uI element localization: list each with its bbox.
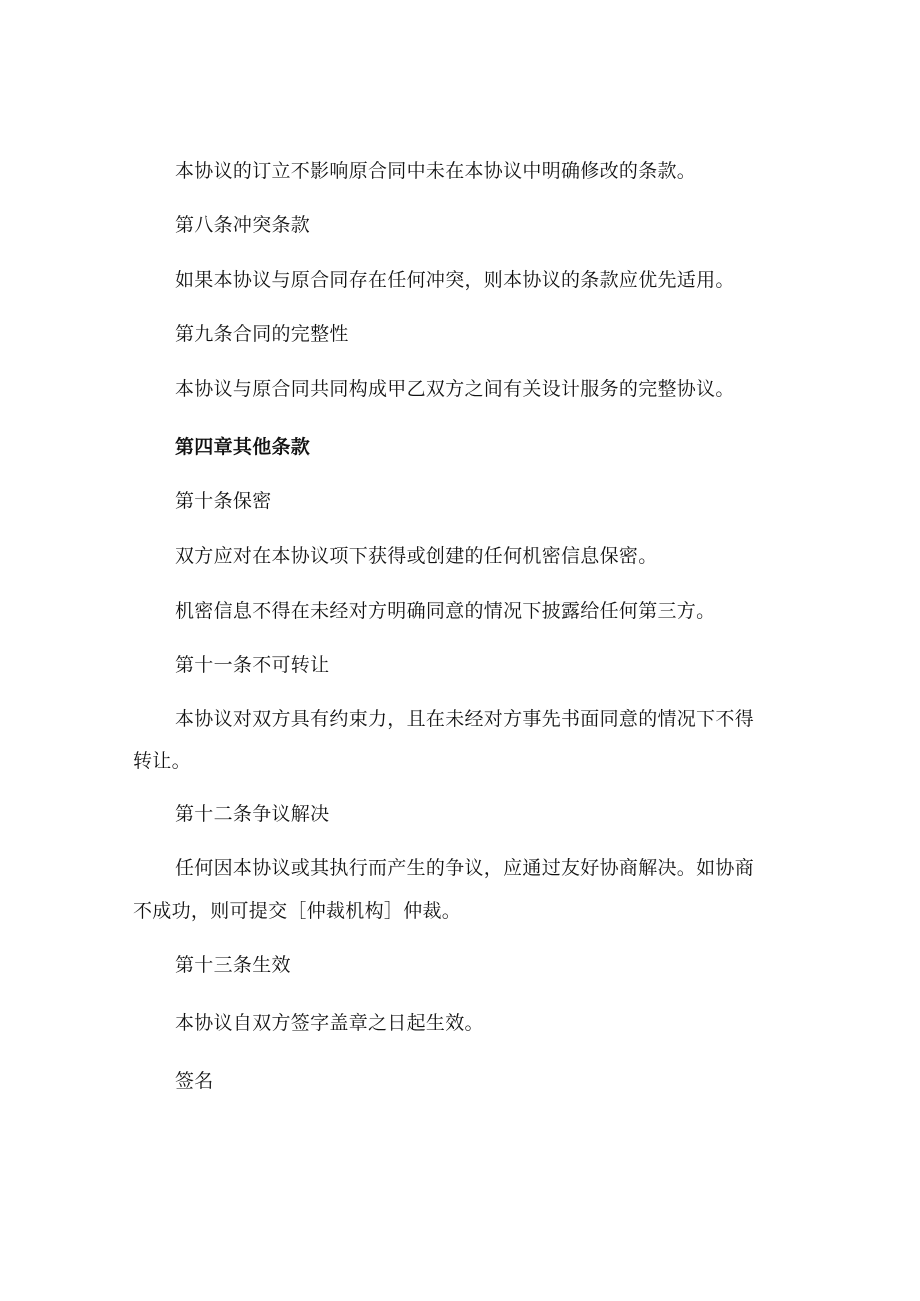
paragraph-entire-agreement: 本协议与原合同共同构成甲乙双方之间有关设计服务的完整协议。 (175, 378, 735, 400)
signature-label: 签名 (175, 1070, 214, 1092)
paragraph-unmodified-terms: 本协议的订立不影响原合同中未在本协议中明确修改的条款。 (175, 160, 697, 182)
paragraph-dispute-line-1: 任何因本协议或其执行而产生的争议，应通过友好协商解决。如协商 (175, 857, 755, 879)
article-13-title: 第十三条生效 (175, 954, 291, 976)
paragraph-conflict: 如果本协议与原合同存在任何冲突，则本协议的条款应优先适用。 (175, 269, 735, 291)
paragraph-confidentiality-1: 双方应对在本协议项下获得或创建的任何机密信息保密。 (175, 545, 658, 567)
article-10-title: 第十条保密 (175, 490, 272, 512)
article-12-title: 第十二条争议解决 (175, 803, 330, 825)
paragraph-confidentiality-2: 机密信息不得在未经对方明确同意的情况下披露给任何第三方。 (175, 600, 716, 622)
article-8-title: 第八条冲突条款 (175, 214, 311, 236)
article-11-title: 第十一条不可转让 (175, 654, 330, 676)
article-9-title: 第九条合同的完整性 (175, 323, 349, 345)
paragraph-non-transfer-line-1: 本协议对双方具有约束力，且在未经对方事先书面同意的情况下不得 (175, 708, 755, 730)
paragraph-dispute-line-2: 不成功，则可提交［仲裁机构］仲裁。 (133, 900, 462, 922)
chapter-4-heading: 第四章其他条款 (175, 436, 311, 458)
paragraph-non-transfer-line-2: 转让。 (133, 750, 191, 772)
paragraph-effective: 本协议自双方签字盖章之日起生效。 (175, 1012, 484, 1034)
